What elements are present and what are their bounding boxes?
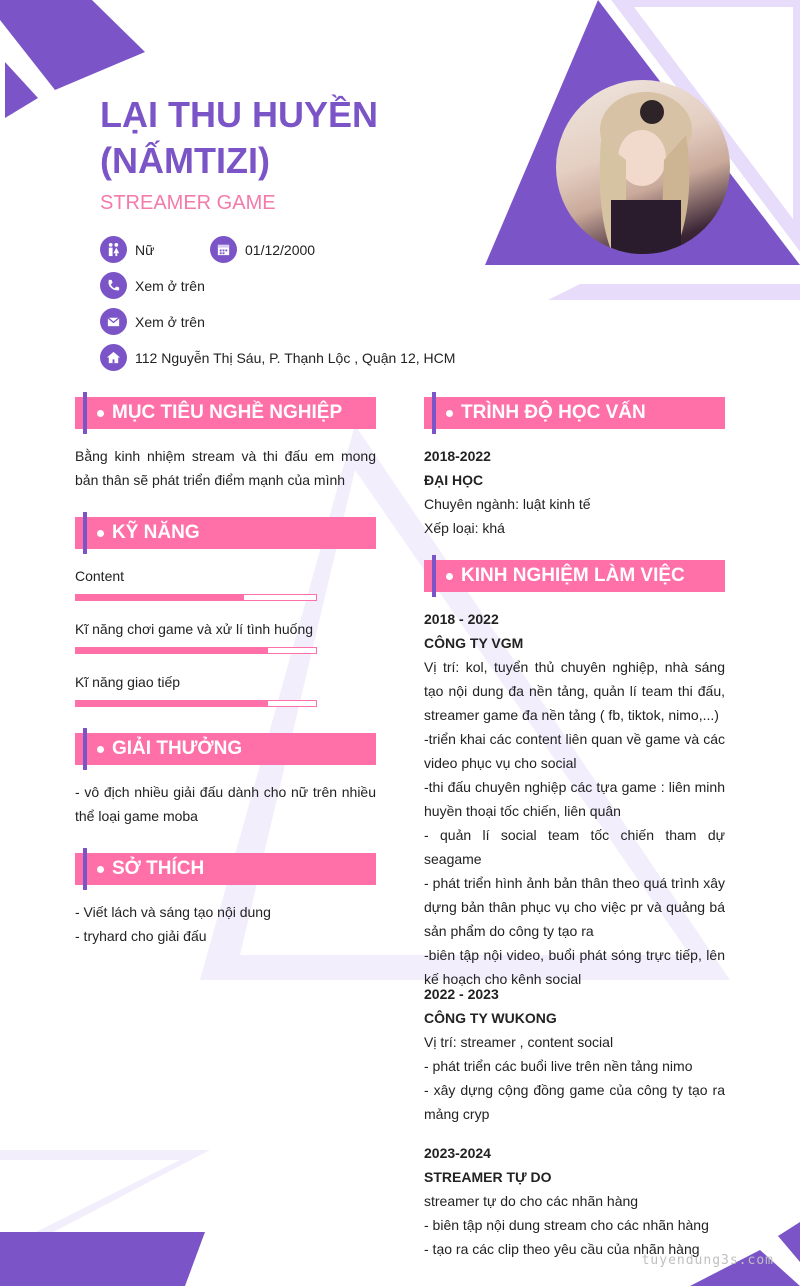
- section-education-header: [424, 397, 725, 429]
- gender-row: [100, 236, 154, 263]
- job-line: - biên tập nội dung stream cho các nhãn hàng: [424, 1217, 709, 1233]
- email-row: [100, 308, 205, 335]
- section-title: TRÌNH ĐỘ HỌC VẤN: [461, 402, 646, 423]
- section-skills-header: [75, 517, 376, 549]
- section-awards-header: [75, 733, 376, 765]
- dob-value: 01/12/2000: [245, 241, 316, 258]
- education-period: 2018-2022: [424, 448, 491, 464]
- watermark: tuyendung3s.com: [641, 1253, 774, 1268]
- job-line: Vị trí: streamer , content social: [424, 1034, 614, 1050]
- job-line: streamer tự do cho các nhãn hàng: [424, 1193, 639, 1209]
- dob-row: [210, 236, 315, 263]
- section-title: KINH NGHIỆM LÀM VIỆC: [461, 565, 685, 586]
- gender-value: Nữ: [135, 241, 155, 258]
- section-title: GIẢI THƯỞNG: [112, 738, 243, 759]
- section-objective-header: [75, 397, 376, 429]
- job-line: - phát triển hình ảnh bản thân theo quá trình xây dựng bản thân phục vụ cho việc pr và quảng bá sản phẩm do công ty tạo ra: [424, 875, 725, 939]
- job-entry: [424, 982, 725, 1126]
- section-experience-header: [424, 560, 725, 592]
- hobby-item: - Viết lách và sáng tạo nội dung: [75, 904, 271, 920]
- phone-icon: [100, 272, 127, 299]
- home-icon: [100, 344, 127, 371]
- job-line: -biên tập nội video, buổi phát sóng trực tiếp, lên kế hoạch cho kênh social: [424, 947, 725, 987]
- job-period: 2023-2024: [424, 1145, 491, 1161]
- job-line: - phát triển các buổi live trên nền tảng nimo: [424, 1058, 693, 1074]
- skill-bar: [75, 594, 317, 601]
- phone-row: [100, 272, 205, 299]
- skill-bar-fill: [76, 648, 268, 653]
- skill-item: [75, 568, 317, 601]
- education-grade: Xếp loại: khá: [424, 520, 505, 536]
- job-line: - xây dựng cộng đồng game của công ty tạo ra mảng cryp: [424, 1082, 725, 1122]
- section-title: SỞ THÍCH: [112, 858, 205, 879]
- education-school: ĐẠI HỌC: [424, 472, 484, 488]
- section-title: KỸ NĂNG: [112, 522, 200, 543]
- section-title: MỤC TIÊU NGHỀ NGHIỆP: [112, 402, 343, 423]
- job-line: - quản lí social team tốc chiến tham dự seagame: [424, 827, 725, 867]
- address-value: 112 Nguyễn Thị Sáu, P. Thạnh Lộc , Quận 12, HCM: [135, 349, 456, 366]
- job-line: -thi đấu chuyên nghiệp các tựa game : liên minh huyền thoại tốc chiến, liên quân: [424, 779, 725, 819]
- skill-bar: [75, 700, 317, 707]
- calendar-icon: [210, 236, 237, 263]
- skill-bar-fill: [76, 595, 244, 600]
- skill-bar: [75, 647, 317, 654]
- job-company: CÔNG TY WUKONG: [424, 1010, 557, 1026]
- email-value: Xem ở trên: [135, 313, 205, 330]
- section-hobbies-header: [75, 853, 376, 885]
- address-row: [100, 344, 455, 371]
- gender-icon: [100, 236, 127, 263]
- candidate-name: LẠI THU HUYỀN (NẤMTIZI): [100, 94, 378, 181]
- job-entry: [424, 607, 725, 991]
- objective-text: Bằng kinh nhiệm stream và thi đấu em mong bản thân sẽ phát triển điểm mạnh của mình: [75, 448, 376, 488]
- hobbies-list: [75, 900, 376, 948]
- skill-item: [75, 674, 317, 707]
- phone-value: Xem ở trên: [135, 277, 205, 294]
- job-title: STREAMER GAME: [100, 192, 276, 214]
- mail-icon: [100, 308, 127, 335]
- job-line: - tạo ra các clip theo yêu cầu của nhãn hàng: [424, 1241, 700, 1257]
- job-entry: [424, 1141, 725, 1261]
- awards-text: - vô địch nhiều giải đấu dành cho nữ trên nhiều thể loại game moba: [75, 784, 376, 824]
- skill-label: Kĩ năng chơi game và xử lí tình huống: [75, 621, 314, 637]
- job-company: CÔNG TY VGM: [424, 635, 524, 651]
- skill-bar-fill: [76, 701, 268, 706]
- hobby-item: - tryhard cho giải đấu: [75, 928, 207, 944]
- job-period: 2022 - 2023: [424, 986, 499, 1002]
- profile-photo: [556, 80, 730, 254]
- job-period: 2018 - 2022: [424, 611, 499, 627]
- education-major: Chuyên ngành: luật kinh tế: [424, 496, 591, 512]
- job-line: -triển khai các content liên quan về game và các video phục vụ cho social: [424, 731, 725, 771]
- skill-label: Kĩ năng giao tiếp: [75, 674, 181, 690]
- portrait-illustration: [556, 80, 730, 254]
- job-company: STREAMER TỰ DO: [424, 1169, 552, 1185]
- skill-item: [75, 621, 317, 654]
- education-block: [424, 444, 725, 540]
- job-line: Vị trí: kol, tuyển thủ chuyên nghiệp, nhà sáng tạo nội dung đa nền tảng, quản lí team thi đấu, streamer game đa nền tảng ( fb, tiktok, nimo,...): [424, 659, 725, 723]
- skill-label: Content: [75, 568, 125, 584]
